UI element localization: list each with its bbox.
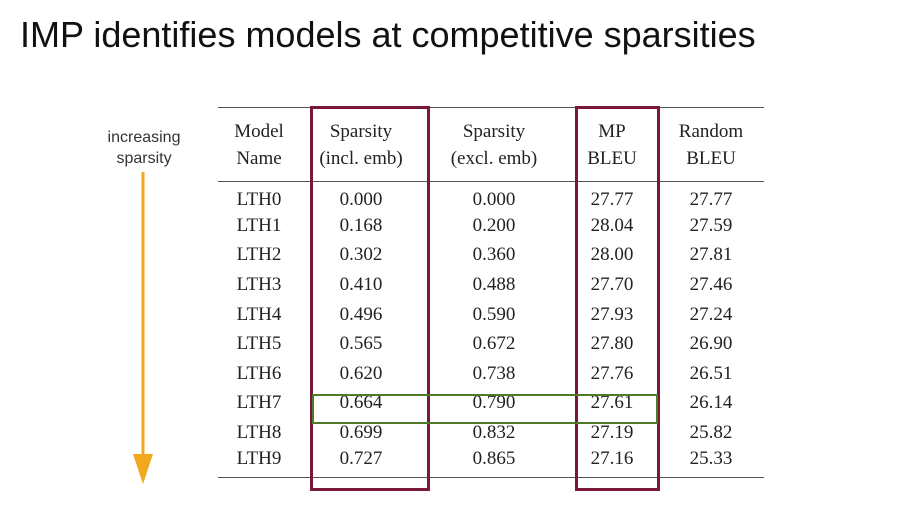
arrow-label-line1: increasing [107, 129, 181, 146]
header-model-name: Model Name [234, 120, 284, 169]
cell-sparsity-excl: 0.488 [472, 274, 516, 296]
table-row [218, 241, 764, 271]
lth7-row-highlight [312, 394, 658, 424]
cell-model-name: LTH3 [236, 274, 282, 296]
cell-sparsity-excl: 0.000 [472, 188, 516, 210]
cell-sparsity-excl: 0.200 [472, 214, 516, 236]
cell-mp-bleu: 28.00 [590, 244, 634, 266]
cell-sparsity-incl: 0.699 [339, 422, 383, 444]
cell-random-bleu: 27.81 [689, 244, 733, 266]
header-mp-bleu: MP BLEU [587, 120, 637, 169]
cell-random-bleu: 26.51 [689, 362, 733, 384]
cell-sparsity-incl: 0.302 [339, 244, 383, 266]
cell-mp-bleu: 27.19 [590, 422, 634, 444]
cell-sparsity-excl: 0.360 [472, 244, 516, 266]
cell-random-bleu: 27.46 [689, 274, 733, 296]
cell-sparsity-incl: 0.496 [339, 303, 383, 325]
cell-sparsity-excl: 0.590 [472, 303, 516, 325]
cell-random-bleu: 27.77 [689, 188, 733, 210]
cell-sparsity-excl: 0.738 [472, 362, 516, 384]
arrow-label-line2: sparsity [116, 150, 172, 167]
cell-model-name: LTH6 [236, 362, 282, 384]
table-row [218, 300, 764, 330]
table-header-row [218, 108, 764, 182]
arrow-head [133, 454, 153, 484]
cell-random-bleu: 25.33 [689, 448, 733, 470]
table-row [218, 448, 764, 478]
cell-sparsity-excl: 0.790 [472, 392, 516, 414]
slide-title: IMP identifies models at competitive sparsities [20, 14, 756, 55]
table-row [218, 329, 764, 359]
cell-mp-bleu: 27.70 [590, 274, 634, 296]
mp-bleu-column-highlight [575, 106, 660, 491]
cell-mp-bleu: 27.93 [590, 303, 634, 325]
cell-sparsity-incl: 0.565 [339, 333, 383, 355]
cell-sparsity-excl: 0.832 [472, 422, 516, 444]
cell-random-bleu: 26.90 [689, 333, 733, 355]
cell-sparsity-incl: 0.168 [339, 214, 383, 236]
cell-model-name: LTH1 [236, 214, 282, 236]
cell-random-bleu: 26.14 [689, 392, 733, 414]
down-arrow-icon [128, 172, 158, 488]
cell-model-name: LTH2 [236, 244, 282, 266]
cell-random-bleu: 27.59 [689, 214, 733, 236]
cell-sparsity-incl: 0.410 [339, 274, 383, 296]
table-row [218, 182, 764, 212]
cell-model-name: LTH5 [236, 333, 282, 355]
cell-mp-bleu: 27.61 [590, 392, 634, 414]
header-sparsity-incl: Sparsity (incl. emb) [319, 120, 403, 169]
cell-random-bleu: 27.24 [689, 303, 733, 325]
cell-mp-bleu: 27.16 [590, 448, 634, 470]
cell-model-name: LTH4 [236, 303, 282, 325]
cell-model-name: LTH9 [236, 448, 282, 470]
cell-sparsity-incl: 0.620 [339, 362, 383, 384]
table-row [218, 359, 764, 389]
sparsity-incl-column-highlight [310, 106, 430, 491]
cell-mp-bleu: 28.04 [590, 214, 634, 236]
arrow-label [86, 127, 202, 169]
cell-mp-bleu: 27.76 [590, 362, 634, 384]
header-random-bleu: Random BLEU [678, 120, 744, 169]
cell-sparsity-excl: 0.865 [472, 448, 516, 470]
table-row [218, 211, 764, 241]
cell-sparsity-incl: 0.000 [339, 188, 383, 210]
cell-sparsity-incl: 0.727 [339, 448, 383, 470]
cell-model-name: LTH8 [236, 422, 282, 444]
cell-mp-bleu: 27.80 [590, 333, 634, 355]
cell-random-bleu: 25.82 [689, 422, 733, 444]
table-row [218, 270, 764, 300]
cell-model-name: LTH0 [236, 188, 282, 210]
cell-model-name: LTH7 [236, 392, 282, 414]
header-sparsity-excl: Sparsity (excl. emb) [450, 120, 538, 169]
cell-mp-bleu: 27.77 [590, 188, 634, 210]
cell-sparsity-incl: 0.664 [339, 392, 383, 414]
cell-sparsity-excl: 0.672 [472, 333, 516, 355]
